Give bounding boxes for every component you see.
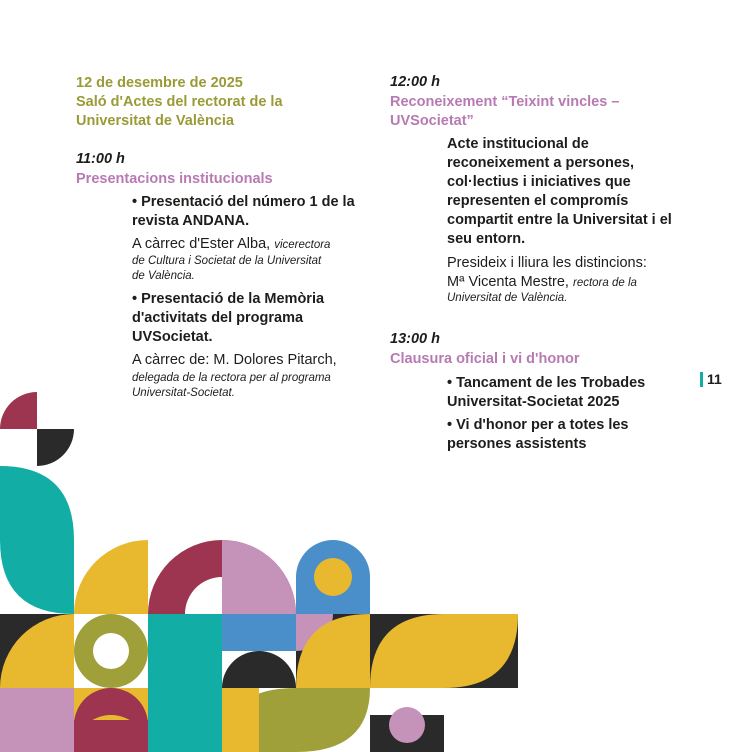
item1-title-line2: revista ANDANA.	[132, 213, 250, 229]
pink-dot-bottom	[389, 707, 425, 743]
dark-quarter-disc	[37, 429, 74, 466]
item2-title-line2: d'activitats del programa	[132, 310, 304, 326]
yellow-dot	[314, 558, 352, 596]
item1-by: A càrrec d'Ester Alba,	[132, 236, 271, 252]
desc-line1: Acte institucional de	[447, 136, 589, 152]
lime-ring-hole	[93, 633, 129, 669]
close2-line2: persones assistents	[447, 436, 587, 452]
desc-line5: compartit entre la Universitat i el	[447, 212, 672, 228]
desc-line6: seu entorn.	[447, 231, 526, 247]
venue-line2: Universitat de València	[76, 113, 234, 129]
yellow-quarter-top	[74, 540, 148, 614]
close1-line1: • Tancament de les Trobades	[447, 375, 646, 391]
time-1300: 13:00 h	[390, 331, 440, 347]
title-reconeixement-line2: UVSocietat”	[390, 113, 474, 129]
time-1100: 11:00 h	[76, 151, 125, 167]
yellow-square-bottom	[222, 688, 259, 752]
presides-name: Mª Vicenta Mestre,	[447, 274, 569, 290]
maroon-arch-bottom-body	[74, 720, 148, 752]
item2-by: A càrrec de: M. Dolores Pitarch,	[132, 352, 337, 368]
page-number: 11	[707, 371, 722, 387]
item1-title-line1: • Presentació del número 1 de la	[132, 194, 355, 210]
close1-line2: Universitat-Societat 2025	[447, 394, 620, 410]
desc-line4: representen el compromís	[447, 193, 629, 209]
venue-line1: Saló d'Actes del rectorat de la	[76, 94, 283, 110]
title-clausura: Clausura oficial i vi d'honor	[390, 351, 580, 367]
section-title-presentacions: Presentacions institucionals	[76, 171, 273, 187]
item2-title-line1: • Presentació de la Memòria	[132, 291, 325, 307]
item1-role1: vicerectora	[274, 239, 331, 251]
presides-line1: Presideix i lliura les distincions:	[447, 255, 647, 271]
presides-role1: rectora de la	[572, 277, 637, 289]
item2-role1: delegada de la rectora per al programa	[132, 372, 331, 384]
item2-role2: Universitat-Societat.	[132, 387, 235, 399]
maroon-quarter-disc	[0, 392, 37, 429]
teal-leaf-left	[0, 466, 74, 614]
blue-square-mid	[222, 614, 296, 651]
close2-line1: • Vi d'honor per a totes les	[447, 417, 629, 433]
event-date: 12 de desembre de 2025	[76, 75, 243, 91]
title-reconeixement-line1: Reconeixement “Teixint vincles –	[390, 94, 620, 110]
item1-role3: de València.	[132, 270, 195, 282]
item1-role2: de Cultura i Societat de la Universitat	[132, 255, 322, 267]
presides-role2: Universitat de València.	[447, 292, 568, 304]
item2-title-line3: UVSocietat.	[132, 329, 213, 345]
dark-half-mid	[222, 651, 296, 688]
pink-quarter-top	[222, 540, 296, 614]
desc-line3: col·lectius i iniciatives que	[447, 174, 631, 190]
time-1200: 12:00 h	[390, 74, 440, 90]
desc-line2: reconeixement a persones,	[447, 155, 634, 171]
